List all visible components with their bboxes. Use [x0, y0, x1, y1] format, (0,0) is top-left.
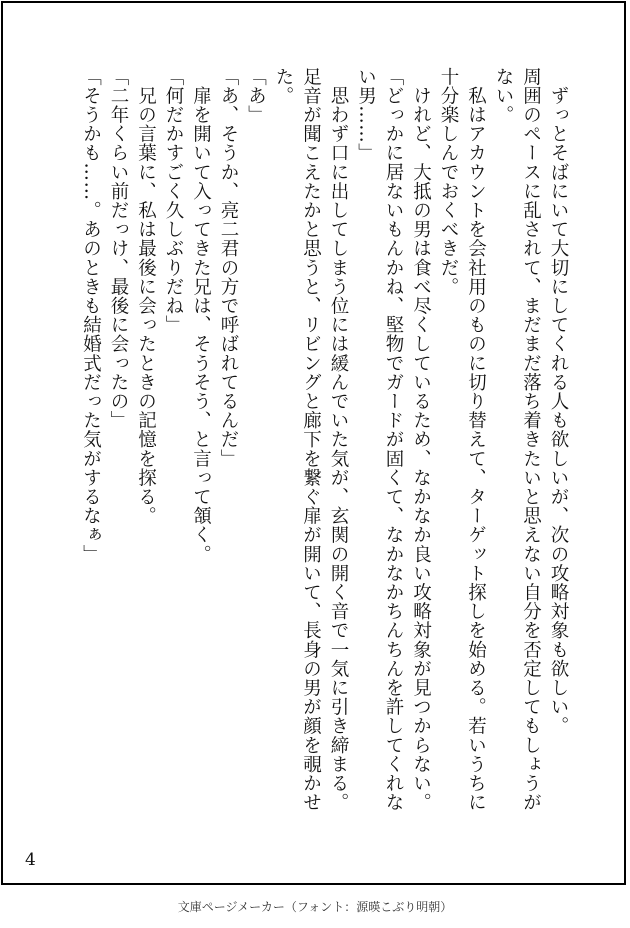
text-line: ずっとそばにいて大切にしてくれる人も欲しいが、次の攻略対象も欲しい。: [548, 67, 569, 736]
text-line: 「あ」: [245, 67, 267, 125]
text-line: 「そうかも……。あのときも結婚式だった気がするなぁ」: [80, 67, 102, 564]
page-number: 4: [25, 850, 36, 870]
text-line: けれど、大抵の男は食べ尽くしているため、なかなか良い攻略対象が見つからない。: [410, 67, 432, 812]
text-line: 「二年くらい前だっけ、最後に会ったの」: [108, 67, 129, 430]
text-line: た。: [273, 67, 294, 106]
text-line: ない。: [493, 67, 514, 125]
text-line: 足音が聞こえたかと思うと、リビングと廊下を繋ぐ扉が開いて、長身の男が顔を覗かせ: [300, 67, 322, 812]
text-line: 兄の言葉に、私は最後に会ったときの記憶を探る。: [135, 67, 157, 526]
text-line: 私はアカウントを会社用のものに切り替えて、ターゲット探しを始める。若いうちに: [465, 67, 487, 812]
text-line: 思わず口に出してしまう位には緩んでいた気が、玄関の開く音で一気に引き締まる。: [328, 67, 349, 812]
text-line: い男……」: [355, 67, 377, 163]
page-frame: [1, 1, 626, 885]
text-line: 周囲のペースに乱されて、まだまだ落ち着きたいと思えない自分を否定してもしょうが: [520, 67, 542, 812]
text-line: 「どっかに居ないもんかね、堅物でガードが固くて、なかなかちんちんを許してくれな: [383, 67, 404, 812]
text-line: 扉を開いて入ってきた兄は、そうそう、と言って頷く。: [190, 67, 212, 564]
footer-caption: 文庫ページメーカー（フォント：源暎こぶり明朝）: [177, 900, 453, 914]
text-line: 「あ、そうか、亮二君の方で呼ばれてるんだ」: [218, 67, 239, 469]
body-text: [42, 67, 572, 812]
text-line: 「何だかすごく久しぶりだね」: [163, 67, 184, 335]
text-line: 十分楽しんでおくべきだ。: [438, 67, 459, 297]
